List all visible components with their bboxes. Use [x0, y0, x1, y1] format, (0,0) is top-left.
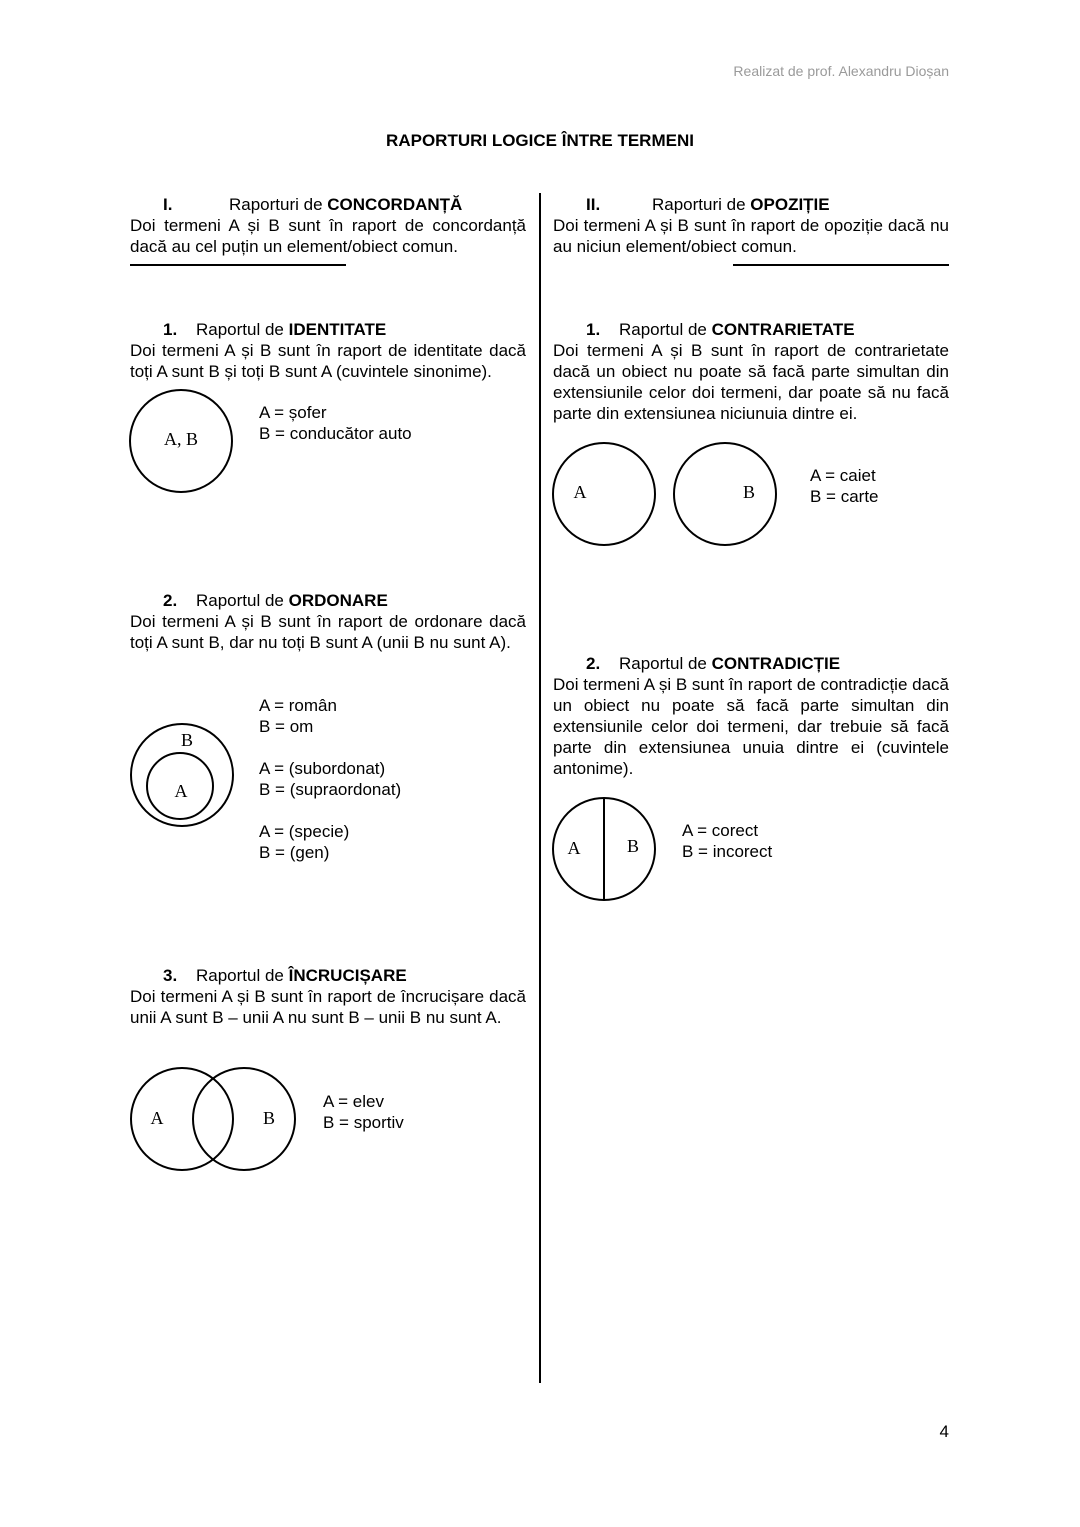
contradiction-definition: Doi termeni A și B sunt în raport de contradicție dacă un obiect nu poate să facă parte simultan din extensiunile celor doi termeni, dar trebuie să facă parte din extensiunea unuia dintre ei (cuvintele antonime).	[553, 675, 949, 778]
contradiction-label-b: B	[626, 836, 640, 856]
contrariety-examples: A = caiet B = carte	[810, 466, 879, 506]
crossing-circle-a	[131, 1068, 233, 1170]
contrariety-heading: 1. Raportul de CONTRARIETATE	[586, 320, 855, 339]
contrariety-label-a: A	[573, 482, 587, 502]
crossing-examples: A = elev B = sportiv	[323, 1092, 404, 1132]
concordance-rule	[130, 264, 346, 266]
concordance-definition: Doi termeni A și B sunt în raport de concordanță dacă au cel puțin un element/obiect comun.	[130, 216, 526, 256]
page-title: RAPORTURI LOGICE ÎNTRE TERMENI	[386, 131, 694, 150]
ordering-inner-label: A	[174, 781, 188, 801]
crossing-label-a: A	[150, 1108, 164, 1128]
crossing-definition: Doi termeni A și B sunt în raport de încrucișare dacă unii A sunt B – unii A nu sunt B – unii B nu sunt A.	[130, 987, 526, 1027]
crossing-heading: 3. Raportul de ÎNCRUCIȘARE	[163, 966, 407, 985]
identity-diagram	[124, 384, 240, 500]
ordering-definition: Doi termeni A și B sunt în raport de ordonare dacă toți A sunt B, dar nu toți B sunt A (unii B nu sunt A).	[130, 612, 526, 652]
section-number: I.	[163, 195, 173, 214]
contrariety-definition: Doi termeni A și B sunt în raport de contrarietate dacă un obiect nu poate să facă parte simultan din extensiunile celor doi termeni, dar poate să nu facă parte din extensiunea niciunuia dintre ei.	[553, 341, 949, 423]
contrariety-diagram	[547, 437, 787, 553]
ordering-outer-label: B	[180, 730, 194, 750]
contradiction-heading: 2. Raportul de CONTRADICȚIE	[586, 654, 841, 673]
section-concordance-heading: I. Raporturi de CONCORDANȚĂ	[163, 195, 463, 214]
page-number: 4	[939, 1422, 949, 1441]
crossing-label-b: B	[262, 1108, 276, 1128]
identity-examples: A = șofer B = conducător auto	[259, 403, 412, 443]
contrariety-label-b: B	[742, 482, 756, 502]
contradiction-diagram	[547, 792, 663, 908]
contrariety-circle-a	[553, 443, 655, 545]
ordering-heading: 2. Raportul de ORDONARE	[163, 591, 388, 610]
identity-heading: 1. Raportul de IDENTITATE	[163, 320, 387, 339]
identity-circle-label: A, B	[163, 429, 199, 449]
contradiction-label-a: A	[567, 838, 581, 858]
contradiction-examples: A = corect B = incorect	[682, 821, 773, 861]
column-divider	[539, 193, 541, 1383]
opposition-rule	[733, 264, 949, 266]
ordering-diagram	[124, 717, 248, 833]
opposition-definition: Doi termeni A și B sunt în raport de opoziție dacă nu au niciun element/obiect comun.	[553, 216, 949, 256]
crossing-diagram	[124, 1061, 304, 1179]
ordering-examples: A = român B = om A = (subordonat) B = (supraordonat) A = (specie) B = (gen)	[259, 696, 402, 862]
contrariety-circle-b	[674, 443, 776, 545]
crossing-circle-b	[193, 1068, 295, 1170]
identity-definition: Doi termeni A și B sunt în raport de identitate dacă toți A sunt B și toți B sunt A (cuvintele sinonime).	[130, 341, 526, 381]
section-opposition-heading: II. Raporturi de OPOZIȚIE	[586, 195, 830, 214]
section-number: II.	[586, 195, 601, 214]
author-note: Realizat de prof. Alexandru Dioșan	[733, 63, 949, 79]
